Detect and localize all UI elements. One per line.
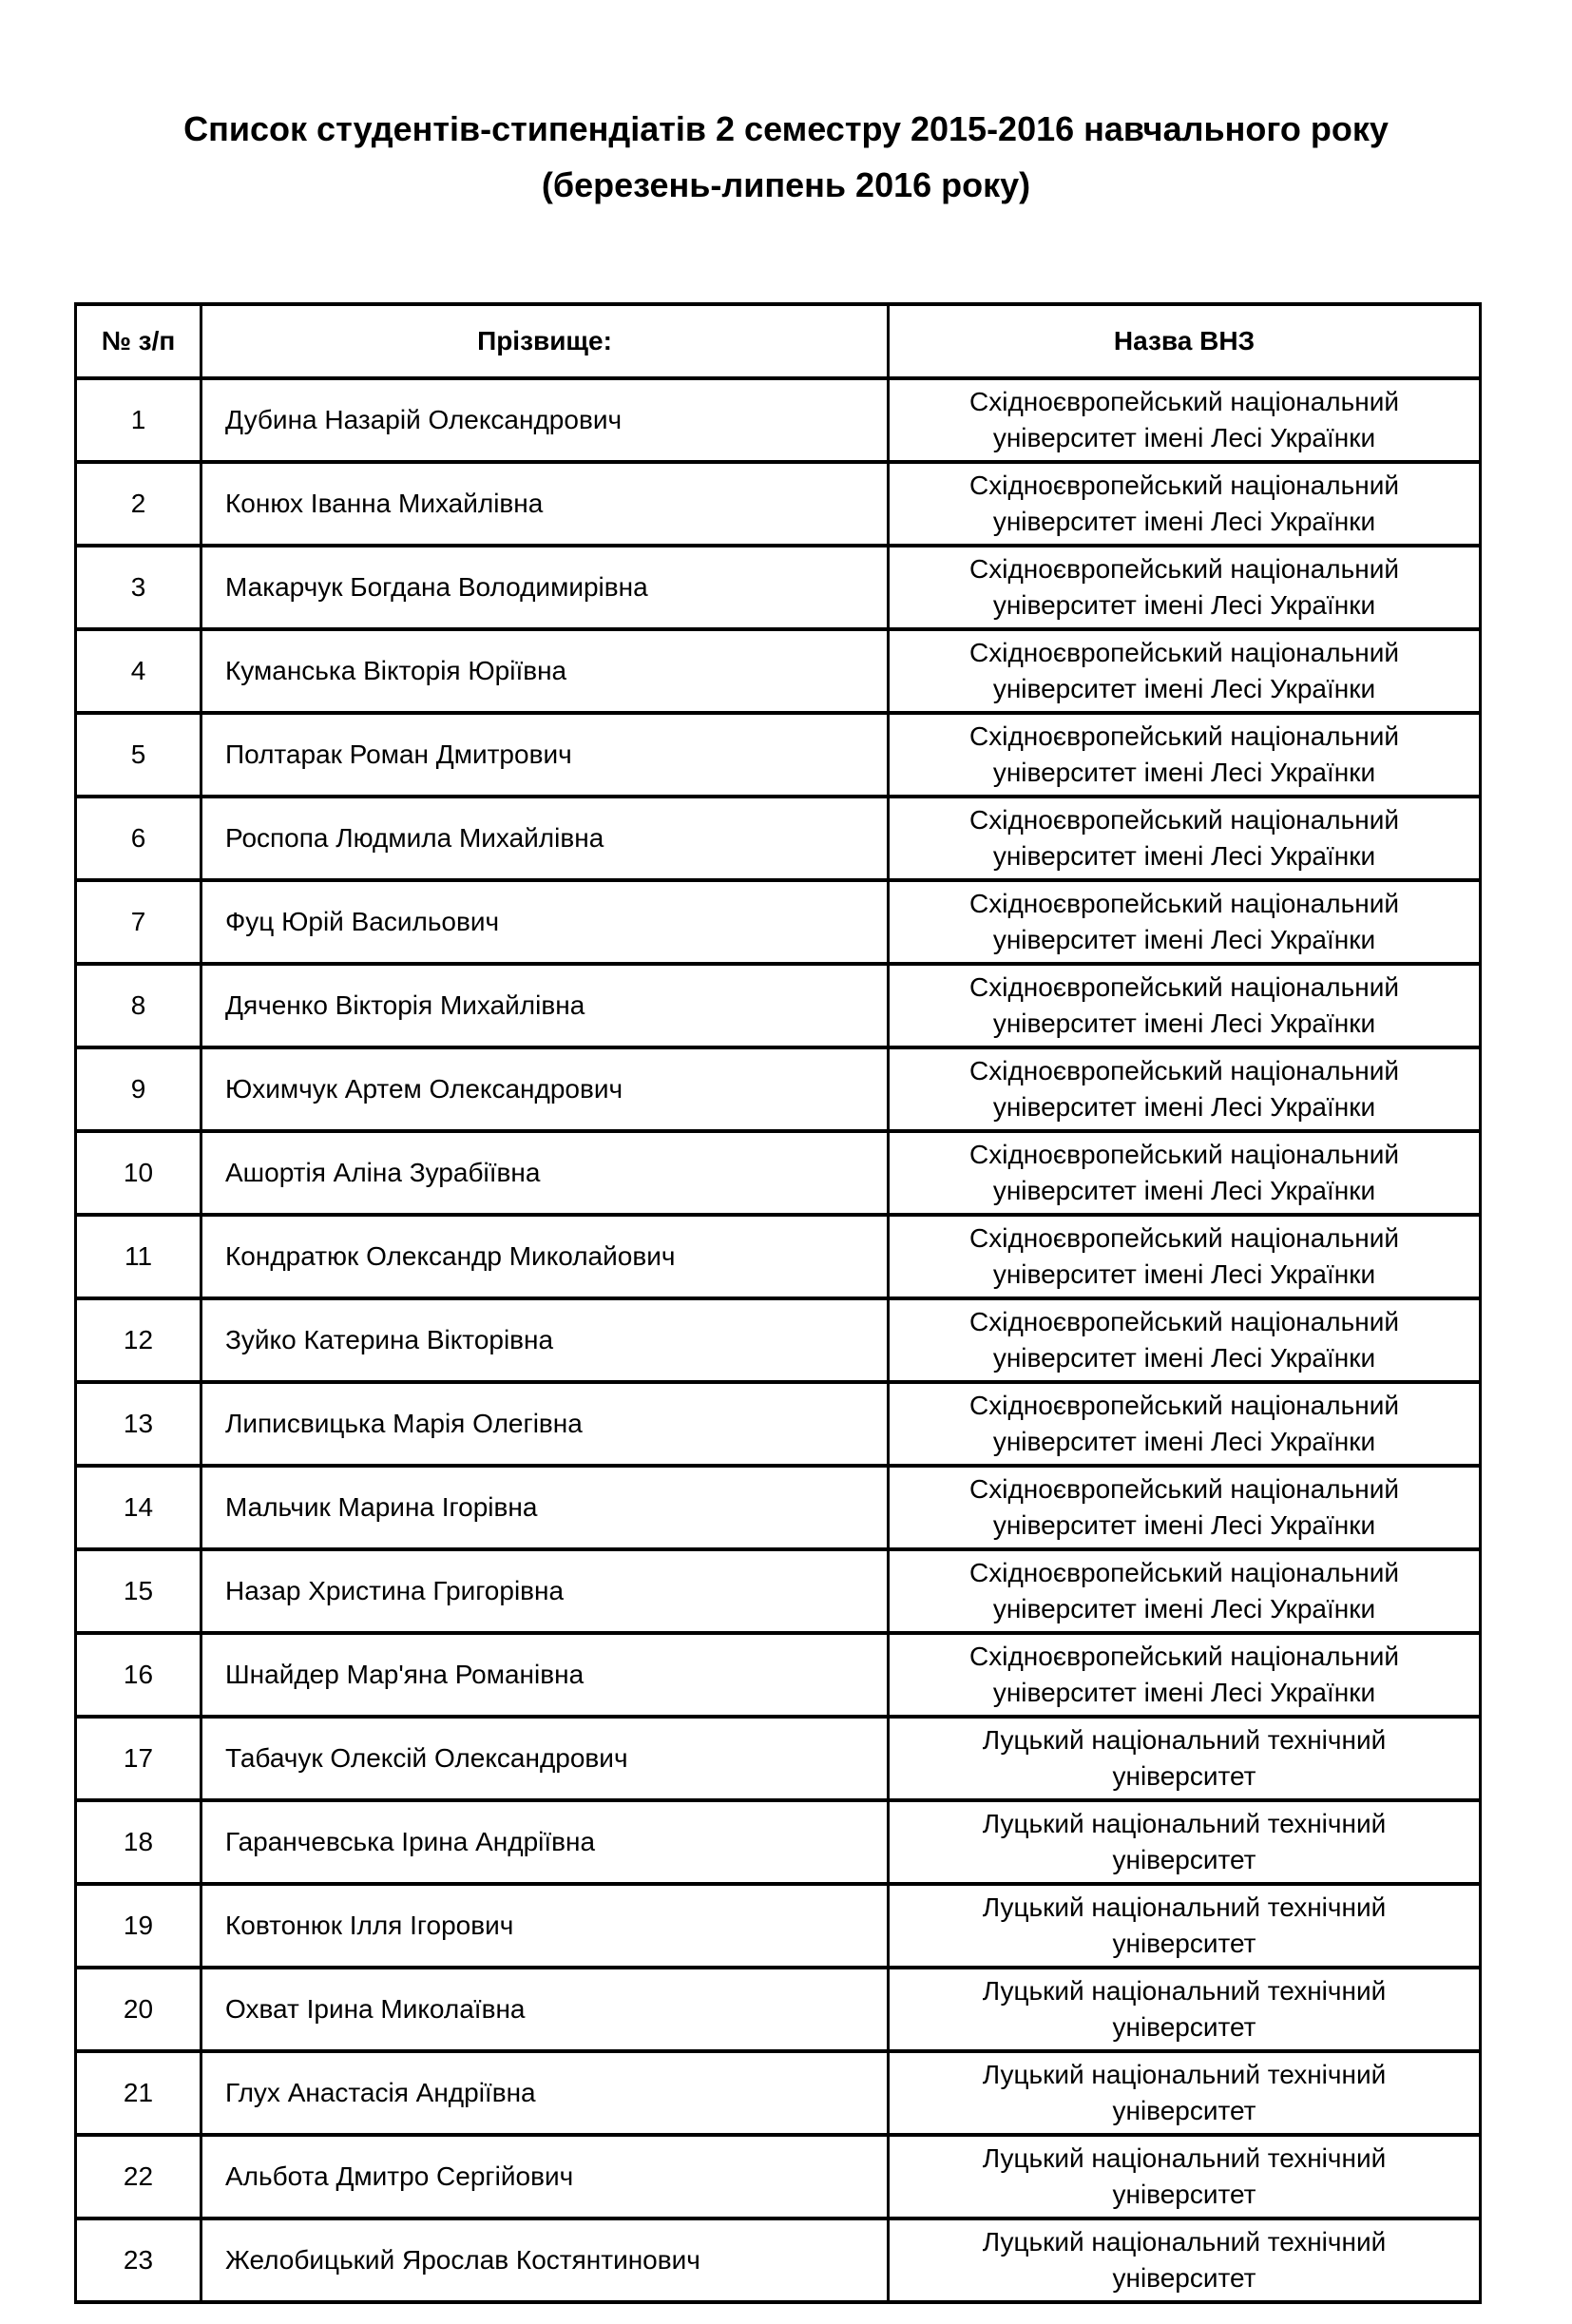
row-number-cell: 9: [76, 1047, 201, 1131]
document-page: [0, 101, 1572, 2324]
university-name-cell: Східноєвропейський національний університет імені Лесі Українки: [889, 713, 1481, 797]
student-name-cell: Липисвицька Марія Олегівна: [201, 1382, 889, 1466]
row-number-cell: 13: [76, 1382, 201, 1466]
table-row: [76, 1884, 1481, 1968]
table-row: [76, 2051, 1481, 2135]
column-header-surname: Прізвище:: [201, 304, 889, 378]
university-name-cell: Східноєвропейський національний університет імені Лесі Українки: [889, 1549, 1481, 1633]
university-name-cell: Луцький національний технічний університет: [889, 2051, 1481, 2135]
row-number-cell: 6: [76, 797, 201, 880]
row-number-cell: 2: [76, 462, 201, 546]
row-number-cell: 5: [76, 713, 201, 797]
table-row: [76, 1131, 1481, 1215]
university-name-cell: Східноєвропейський національний університет імені Лесі Українки: [889, 1047, 1481, 1131]
table-row: [76, 1549, 1481, 1633]
student-name-cell: Макарчук Богдана Володимирівна: [201, 546, 889, 629]
row-number-cell: 15: [76, 1549, 201, 1633]
student-name-cell: Конюх Іванна Михайлівна: [201, 462, 889, 546]
student-name-cell: Роспопа Людмила Михайлівна: [201, 797, 889, 880]
table-row: [76, 2218, 1481, 2302]
row-number-cell: 12: [76, 1298, 201, 1382]
row-number-cell: 10: [76, 1131, 201, 1215]
row-number-cell: 4: [76, 629, 201, 713]
student-name-cell: Дяченко Вікторія Михайлівна: [201, 964, 889, 1047]
row-number-cell: 23: [76, 2218, 201, 2302]
university-name-cell: Луцький національний технічний університет: [889, 2135, 1481, 2218]
university-name-cell: Східноєвропейський національний університет імені Лесі Українки: [889, 546, 1481, 629]
table-row: [76, 462, 1481, 546]
row-number-cell: 8: [76, 964, 201, 1047]
student-name-cell: Мальчик Марина Ігорівна: [201, 1466, 889, 1549]
student-name-cell: Зуйко Катерина Вікторівна: [201, 1298, 889, 1382]
table-row: [76, 713, 1481, 797]
row-number-cell: 1: [76, 378, 201, 462]
student-name-cell: Альбота Дмитро Сергійович: [201, 2135, 889, 2218]
university-name-cell: Східноєвропейський національний університет імені Лесі Українки: [889, 964, 1481, 1047]
table-row: [76, 1800, 1481, 1884]
student-name-cell: Полтарак Роман Дмитрович: [201, 713, 889, 797]
student-name-cell: Гаранчевська Ірина Андріївна: [201, 1800, 889, 1884]
table-row: [76, 1047, 1481, 1131]
university-name-cell: Східноєвропейський національний університет імені Лесі Українки: [889, 378, 1481, 462]
university-name-cell: Східноєвропейський національний університет імені Лесі Українки: [889, 1298, 1481, 1382]
university-name-cell: Луцький національний технічний університет: [889, 1717, 1481, 1800]
row-number-cell: 19: [76, 1884, 201, 1968]
university-name-cell: Луцький національний технічний університет: [889, 1968, 1481, 2051]
column-header-university: Назва ВНЗ: [889, 304, 1481, 378]
university-name-cell: Східноєвропейський національний університет імені Лесі Українки: [889, 1633, 1481, 1717]
row-number-cell: 17: [76, 1717, 201, 1800]
row-number-cell: 22: [76, 2135, 201, 2218]
university-name-cell: Східноєвропейський національний університет імені Лесі Українки: [889, 629, 1481, 713]
row-number-cell: 11: [76, 1215, 201, 1298]
university-name-cell: Східноєвропейський національний університет імені Лесі Українки: [889, 1131, 1481, 1215]
table-row: [76, 629, 1481, 713]
university-name-cell: Східноєвропейський національний університет імені Лесі Українки: [889, 1382, 1481, 1466]
students-table: [74, 302, 1482, 2304]
university-name-cell: Луцький національний технічний університет: [889, 2218, 1481, 2302]
row-number-cell: 16: [76, 1633, 201, 1717]
student-name-cell: Глух Анастасія Андріївна: [201, 2051, 889, 2135]
student-name-cell: Шнайдер Мар'яна Романівна: [201, 1633, 889, 1717]
student-name-cell: Фуц Юрій Васильович: [201, 880, 889, 964]
column-header-number: № з/п: [76, 304, 201, 378]
student-name-cell: Охват Ірина Миколаївна: [201, 1968, 889, 2051]
university-name-cell: Східноєвропейський національний університет імені Лесі Українки: [889, 880, 1481, 964]
row-number-cell: 7: [76, 880, 201, 964]
row-number-cell: 20: [76, 1968, 201, 2051]
row-number-cell: 14: [76, 1466, 201, 1549]
table-row: [76, 964, 1481, 1047]
table-row: [76, 1717, 1481, 1800]
table-row: [76, 1633, 1481, 1717]
table-row: [76, 1466, 1481, 1549]
university-name-cell: Східноєвропейський національний університет імені Лесі Українки: [889, 797, 1481, 880]
table-row: [76, 1215, 1481, 1298]
university-name-cell: Східноєвропейський національний університет імені Лесі Українки: [889, 1466, 1481, 1549]
student-name-cell: Желобицький Ярослав Костянтинович: [201, 2218, 889, 2302]
page-title: Список студентів-стипендіатів 2 семестру 2015-2016 навчального року (березень-липень 2016 року): [183, 109, 1389, 204]
row-number-cell: 18: [76, 1800, 201, 1884]
table-row: [76, 546, 1481, 629]
row-number-cell: 21: [76, 2051, 201, 2135]
table-row: [76, 378, 1481, 462]
table-row: [76, 797, 1481, 880]
student-name-cell: Назар Христина Григорівна: [201, 1549, 889, 1633]
table-row: [76, 1968, 1481, 2051]
student-name-cell: Кондратюк Олександр Миколайович: [201, 1215, 889, 1298]
university-name-cell: Луцький національний технічний університет: [889, 1800, 1481, 1884]
row-number-cell: 3: [76, 546, 201, 629]
student-name-cell: Табачук Олексій Олександрович: [201, 1717, 889, 1800]
table-header-row: [76, 304, 1481, 378]
table-row: [76, 1382, 1481, 1466]
table-body: [76, 378, 1481, 2302]
university-name-cell: Луцький національний технічний університет: [889, 1884, 1481, 1968]
student-name-cell: Ашортія Аліна Зурабіївна: [201, 1131, 889, 1215]
university-name-cell: Східноєвропейський національний університет імені Лесі Українки: [889, 1215, 1481, 1298]
table-row: [76, 2135, 1481, 2218]
student-name-cell: Дубина Назарій Олександрович: [201, 378, 889, 462]
student-name-cell: Куманська Вікторія Юріївна: [201, 629, 889, 713]
university-name-cell: Східноєвропейський національний університет імені Лесі Українки: [889, 462, 1481, 546]
student-name-cell: Юхимчук Артем Олександрович: [201, 1047, 889, 1131]
student-name-cell: Ковтонюк Ілля Ігорович: [201, 1884, 889, 1968]
table-row: [76, 1298, 1481, 1382]
table-row: [76, 880, 1481, 964]
